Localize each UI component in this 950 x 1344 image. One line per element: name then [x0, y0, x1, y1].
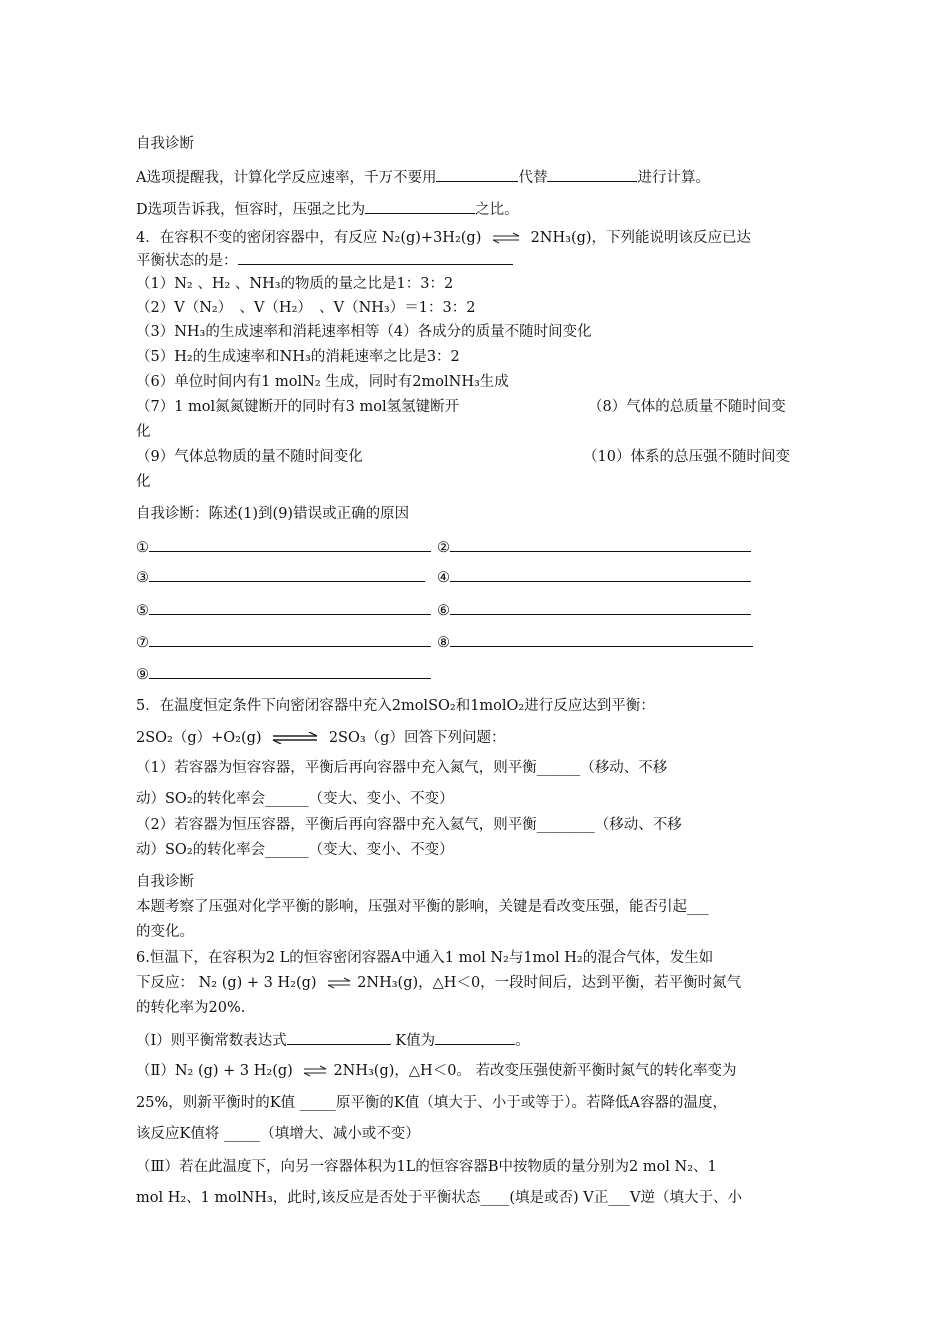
- text: 代替: [518, 170, 548, 186]
- answer-row-7: [136, 631, 431, 653]
- blank[interactable]: [238, 249, 513, 265]
- answer-row-1: [136, 536, 431, 558]
- question-5-part-1: （1）若容器为恒容容器，平衡后再向容器中充入氮气，则平衡______（移动、不移: [136, 760, 668, 776]
- answer-row-6: [437, 599, 751, 621]
- text: 2NH₃(g)，△H＜0，一段时间后，达到平衡，若平衡时氮气: [357, 975, 742, 991]
- option-7: （7）1 mol氮氮键断开的同时有3 mol氢氢键断开: [136, 399, 460, 415]
- question-5-part-1-cont: 动）SO₂的转化率会______（变大、变小、不变）: [136, 791, 454, 807]
- question-6: 6.恒温下，在容积为2 L的恒容密闭容器A中通入1 mol N₂与1mol H₂的混合气体，发生如: [136, 950, 714, 966]
- question-6-part-3-cont: mol H₂、1 molNH₃，此时,该反应是否处于平衡状态____(填是或否) V正___V逆（填大于、小: [136, 1190, 743, 1206]
- marker: ⑦: [136, 635, 149, 651]
- blank[interactable]: [450, 599, 751, 615]
- text: K值为: [395, 1033, 436, 1049]
- marker: ⑥: [437, 603, 450, 619]
- question-5-part-2: （2）若容器为恒压容器，平衡后再向容器中充入氦气，则平衡________（移动、不移: [136, 817, 682, 833]
- option-8: （8）气体的总质量不随时间变: [588, 399, 786, 415]
- option-5: （5）H₂的生成速率和NH₃的消耗速率之比是3：2: [136, 349, 460, 365]
- question-6-equation: [136, 973, 741, 993]
- answer-row-4: [437, 566, 751, 588]
- line-d-option: [136, 198, 519, 220]
- blank[interactable]: [149, 566, 425, 582]
- blank[interactable]: [450, 566, 751, 582]
- blank[interactable]: [149, 663, 431, 679]
- marker: ④: [437, 570, 450, 586]
- diagnosis-5-heading: 自我诊断: [136, 874, 194, 890]
- question-6-cont: 的转化率为20%.: [136, 1000, 246, 1016]
- blank[interactable]: [436, 166, 518, 182]
- question-6-part-2: [136, 1061, 737, 1081]
- marker: ⑨: [136, 667, 149, 683]
- equilibrium-arrow-icon: [272, 732, 318, 744]
- option-6: （6）单位时间内有1 molN₂ 生成，同时有2molNH₃生成: [136, 374, 509, 390]
- marker: ⑤: [136, 603, 149, 619]
- blank[interactable]: [450, 631, 753, 647]
- question-6-part-2-cont2: 该反应K值将 _____（填增大、减小或不变）: [136, 1126, 420, 1142]
- option-10-wrap: 化: [136, 474, 151, 490]
- blank[interactable]: [149, 536, 431, 552]
- text: 平衡状态的是：: [136, 253, 238, 269]
- blank[interactable]: [450, 536, 751, 552]
- text: 下反应： N₂ (g) + 3 H₂(g): [136, 975, 317, 991]
- text: （Ⅰ）则平衡常数表达式: [136, 1033, 287, 1049]
- blank[interactable]: [149, 599, 431, 615]
- option-10: （10）体系的总压强不随时间变: [583, 449, 790, 465]
- diagnosis-5-text: 本题考察了压强对化学平衡的影响，压强对平衡的影响，关键是看改变压强，能否引起___: [136, 899, 709, 915]
- question-6-part-1: [136, 1029, 530, 1051]
- question-4: [136, 228, 751, 248]
- blank[interactable]: [547, 166, 637, 182]
- answer-row-2: [437, 536, 751, 558]
- blank[interactable]: [287, 1029, 391, 1045]
- equilibrium-arrow-icon: [303, 1065, 327, 1077]
- answer-row-5: [136, 599, 431, 621]
- question-6-part-3: （Ⅲ）若在此温度下，向另一容器体积为1L的恒容容器B中按物质的量分别为2 mol N₂、1: [136, 1159, 717, 1175]
- diagnosis-4-heading: 自我诊断：陈述(1)到(9)错误或正确的原因: [136, 506, 410, 522]
- line-a-option: [136, 166, 710, 188]
- option-8-wrap: 化: [136, 424, 151, 440]
- blank[interactable]: [435, 1029, 515, 1045]
- text: A选项提醒我，计算化学反应速率，千万不要用: [136, 170, 437, 186]
- option-3-4: （3）NH₃的生成速率和消耗速率相等（4）各成分的质量不随时间变化: [136, 324, 592, 340]
- question-5: 5．在温度恒定条件下向密闭容器中充入2molSO₂和1molO₂进行反应达到平衡：: [136, 698, 655, 714]
- text: 进行计算。: [637, 170, 710, 186]
- heading-self-diagnosis: 自我诊断: [136, 136, 194, 152]
- text: 。: [515, 1033, 530, 1049]
- text: 之比。: [475, 202, 519, 218]
- option-1: （1）N₂ 、H₂ 、NH₃的物质的量之比是1：3：2: [136, 276, 454, 292]
- text: （Ⅱ）N₂ (g) + 3 H₂(g): [136, 1063, 293, 1079]
- text: 2SO₂（g）+O₂(g): [136, 730, 262, 746]
- text: 2NH₃(g)，△H＜0。 若改变压强使新平衡时氮气的转化率变为: [333, 1063, 737, 1079]
- text: 4．在容积不变的密闭容器中，有反应 N₂(g)+3H₂(g): [136, 230, 482, 246]
- question-4-cont: [136, 249, 513, 271]
- blank[interactable]: [149, 631, 431, 647]
- equilibrium-arrow-icon: [327, 977, 351, 989]
- marker: ⑧: [437, 635, 450, 651]
- text: D选项告诉我，恒容时，压强之比为: [136, 202, 366, 218]
- question-5-part-2-cont: 动）SO₂的转化率会______（变大、变小、不变）: [136, 842, 454, 858]
- marker: ②: [437, 540, 450, 556]
- answer-row-8: [437, 631, 753, 653]
- equilibrium-arrow-icon: [492, 232, 520, 244]
- text: 2NH₃(g)，下列能说明该反应已达: [530, 230, 752, 246]
- text: 2SO₃（g）回答下列问题：: [328, 730, 506, 746]
- blank[interactable]: [365, 198, 475, 214]
- option-9: （9）气体总物质的量不随时间变化: [136, 449, 363, 465]
- question-6-part-2-cont: 25%，则新平衡时的K值 _____原平衡的K值（填大于、小于或等于）。若降低A容器的温度，: [136, 1095, 727, 1111]
- diagnosis-5-text-cont: 的变化。: [136, 924, 194, 940]
- marker: ③: [136, 570, 149, 586]
- answer-row-3: [136, 566, 425, 588]
- marker: ①: [136, 540, 149, 556]
- answer-row-9: [136, 663, 431, 685]
- question-5-equation: [136, 728, 505, 748]
- option-2: （2）V（N₂） 、V（H₂） 、V（NH₃）＝1：3：2: [136, 300, 476, 316]
